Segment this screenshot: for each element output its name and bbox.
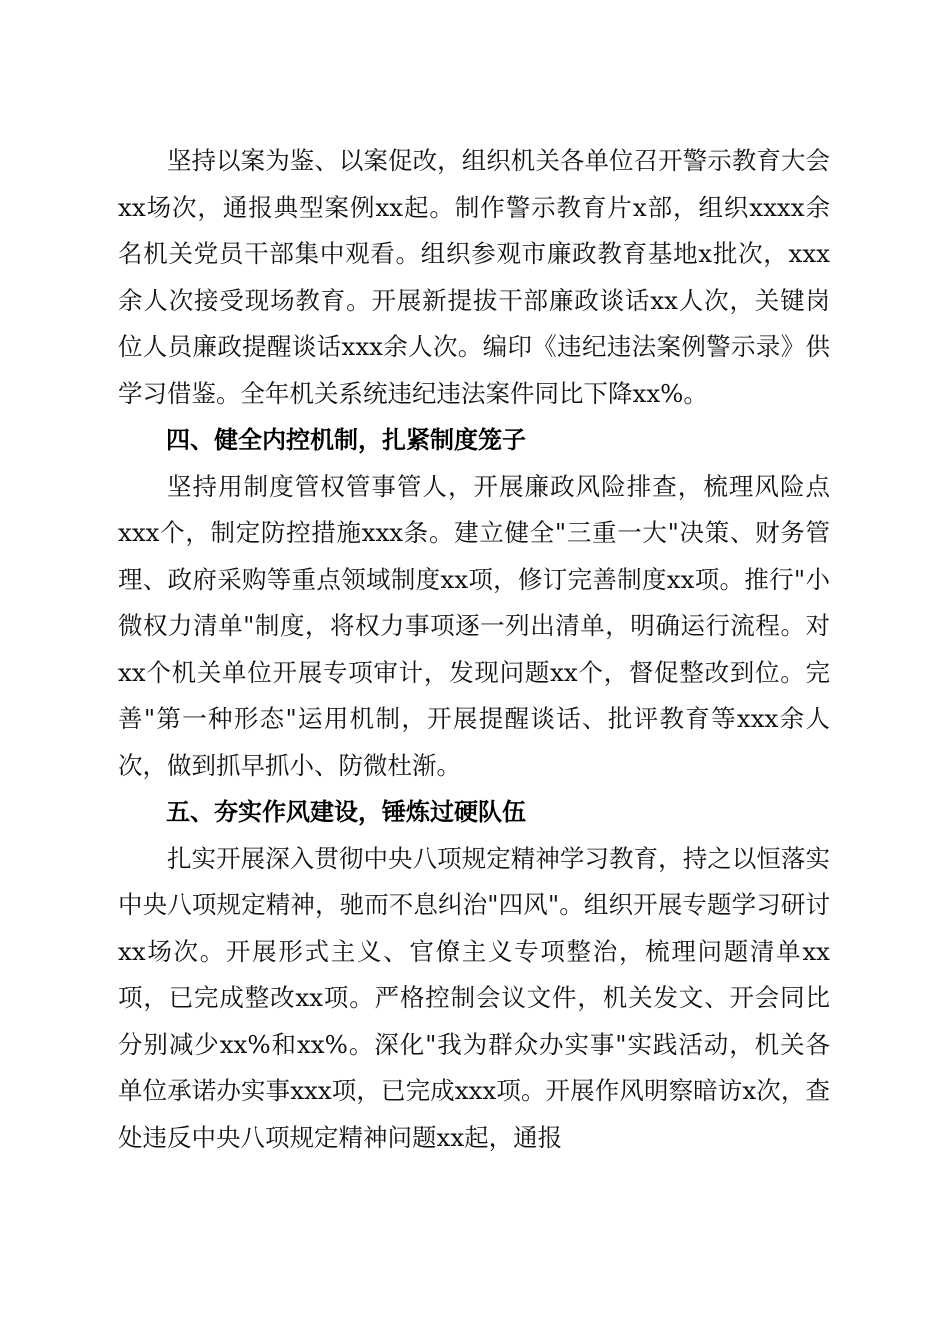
paragraph-warning-education: 坚持以案为鉴、以案促改，组织机关各单位召开警示教育大会xx场次，通报典型案例xx起。制作警示教育片x部，组织xxxx余名机关党员干部集中观看。组织参观市廉政教育基地x批次，xxx余人次接受现场教育。开展新提拔干部廉政谈话xx人次，关键岗位人员廉政提醒谈话xxx余人次。编印《违纪违法案例警示录》供学习借鉴。全年机关系统违纪违法案件同比下降xx%。 bbox=[118, 146, 830, 408]
paragraph-internal-control: 坚持用制度管权管事管人，开展廉政风险排查，梳理风险点xxx个，制定防控措施xxx条。建立健全"三重一大"决策、财务管理、政府采购等重点领域制度xx项，修订完善制度xx项。推行"小微权力清单"制度，将权力事项逐一列出清单，明确运行流程。对xx个机关单位开展专项审计，发现问题xx个，督促整改到位。完善"第一种形态"运用机制，开展提醒谈话、批评教育等xxx余人次，做到抓早抓小、防微杜渐。 bbox=[118, 471, 830, 780]
document-body bbox=[118, 138, 830, 1161]
paragraph-work-style: 扎实开展深入贯彻中央八项规定精神学习教育，持之以恒落实中央八项规定精神，驰而不息纠治"四风"。组织开展专题学习研讨xx场次。开展形式主义、官僚主义专项整治，梳理问题清单xx项，已完成整改xx项。严格控制会议文件，机关发文、开会同比分别减少xx%和xx%。深化"我为群众办实事"实践活动，机关各单位承诺办实事xxx项，已完成xxx项。开展作风明察暗访x次，查处违反中央八项规定精神问题xx起，通报 bbox=[118, 843, 830, 1152]
section-heading-work-style: 五、夯实作风建设，锤炼过硬队伍 bbox=[166, 798, 526, 826]
section-heading-internal-control: 四、健全内控机制，扎紧制度笼子 bbox=[166, 426, 526, 454]
